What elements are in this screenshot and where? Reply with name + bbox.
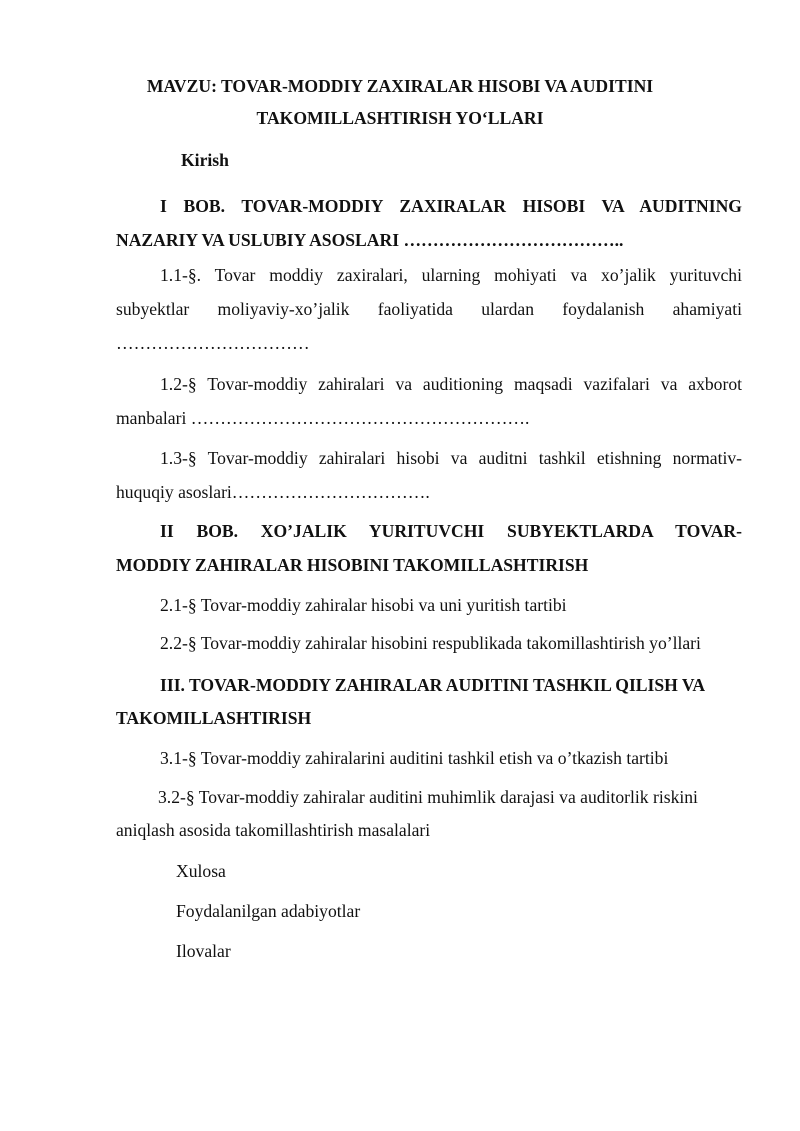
section-1-1-line-2: subyektlar moliyaviy-xo’jalik faoliyatida ulardan foydalanish ahamiyati [116,299,742,319]
chapter3-heading-line-2: TAKOMILLASHTIRISH [116,708,312,728]
chapter1-heading-line-1: I BOB. TOVAR-MODDIY ZAXIRALAR HISOBI VA AUDITNING [160,196,742,216]
toc-intro: Kirish [181,150,229,170]
section-1-3-line-2: huquqiy asoslari……………………………. [116,482,430,502]
section-2-2: 2.2-§ Tovar-moddiy zahiralar hisobini respublikada takomillashtirish yo’llari [160,633,701,653]
section-2-1: 2.1-§ Tovar-moddiy zahiralar hisobi va uni yuritish tartibi [160,595,567,615]
section-3-2-line-1: 3.2-§ Tovar-moddiy zahiralar auditini muhimlik darajasi va auditorlik riskini [158,787,698,807]
section-1-1-line-1: 1.1-§. Tovar moddiy zaxiralari, ularning mohiyati va xo’jalik yurituvchi [160,265,742,285]
section-1-1-line-3: …………………………… [116,333,310,353]
toc-references: Foydalanilgan adabiyotlar [176,901,361,921]
toc-appendices: Ilovalar [176,941,231,961]
section-1-2-line-2: manbalari …………………………………………………. [116,408,530,428]
title-line-1: MAVZU: TOVAR-MODDIY ZAXIRALAR HISOBI VA AUDITINI [146,76,654,96]
section-1-3-line-1: 1.3-§ Tovar-moddiy zahiralari hisobi va auditni tashkil etishning normativ- [160,448,742,468]
chapter2-heading-line-2: MODDIY ZAHIRALAR HISOBINI TAKOMILLASHTIRISH [116,555,589,575]
section-3-1: 3.1-§ Tovar-moddiy zahiralarini auditini tashkil etish va o’tkazish tartibi [160,748,669,768]
section-3-2-line-2: aniqlash asosida takomillashtirish masalalari [116,820,431,840]
title-line-2: TAKOMILLASHTIRISH YO‘LLARI [256,108,544,128]
chapter1-heading-line-2: NAZARIY VA USLUBIY ASOSLARI ……………………………….. [116,230,624,250]
chapter3-heading-line-1: III. TOVAR-MODDIY ZAHIRALAR AUDITINI TASHKIL QILISH VA [160,675,706,695]
section-1-2-line-1: 1.2-§ Tovar-moddiy zahiralari va auditioning maqsadi vazifalari va axborot [160,374,742,394]
chapter2-heading-line-1: II BOB. XO’JALIK YURITUVCHI SUBYEKTLARDA TOVAR- [160,521,742,541]
toc-conclusion: Xulosa [176,861,226,881]
